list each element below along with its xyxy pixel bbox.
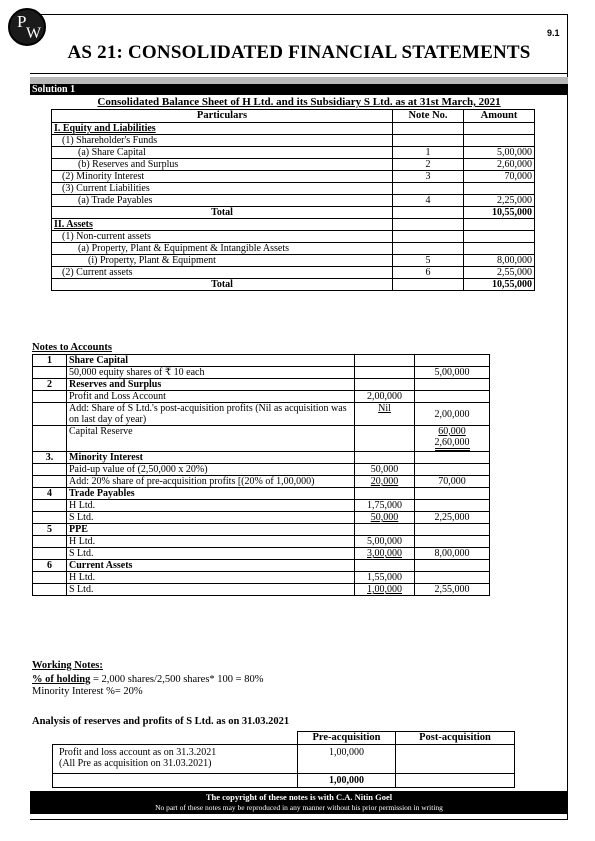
note-number: 5 [33, 524, 67, 536]
note-amount [355, 379, 415, 391]
table-row [33, 572, 490, 584]
note-total [415, 536, 490, 548]
row-note: 1 [393, 147, 464, 159]
table-row [33, 403, 490, 426]
note-total [415, 452, 490, 464]
note-title: Current Assets [67, 560, 355, 572]
row-amount [464, 123, 535, 135]
note-total [415, 488, 490, 500]
note-line: H Ltd. [67, 572, 355, 584]
row-amount: 8,00,000 [464, 255, 535, 267]
row-note: 6 [393, 267, 464, 279]
row-note: 5 [393, 255, 464, 267]
row-amount [464, 135, 535, 147]
row-label: (a) Trade Payables [52, 195, 393, 207]
row-label: (a) Share Capital [52, 147, 393, 159]
header-note-no: Note No. [393, 110, 464, 123]
note-number [33, 476, 67, 488]
row-note [393, 231, 464, 243]
table-row [33, 512, 490, 524]
note-number [33, 391, 67, 403]
row-label: Total [52, 207, 393, 219]
pw-logo-icon [8, 8, 46, 46]
table-row [33, 500, 490, 512]
row-amount: 10,55,000 [464, 279, 535, 291]
row-amount: 5,00,000 [464, 147, 535, 159]
note-title: Minority Interest [67, 452, 355, 464]
note-amount: 1,00,000 [355, 584, 415, 596]
note-title: PPE [67, 524, 355, 536]
row-label: (1) Non-current assets [52, 231, 393, 243]
note-line: H Ltd. [67, 536, 355, 548]
header-post-acquisition: Post-acquisition [396, 732, 515, 745]
note-number [33, 464, 67, 476]
copyright-footer [30, 791, 568, 814]
note-amount: 5,00,000 [355, 536, 415, 548]
table-row [33, 464, 490, 476]
row-note: 4 [393, 195, 464, 207]
note-amount [355, 524, 415, 536]
notes-table [32, 354, 490, 596]
table-row [33, 355, 490, 367]
table-row-total [52, 279, 535, 291]
table-row [52, 219, 535, 231]
note-number [33, 584, 67, 596]
note-amount: 1,55,000 [355, 572, 415, 584]
analysis-table [52, 731, 515, 788]
row-note: 2 [393, 159, 464, 171]
note-total: 5,00,000 [415, 367, 490, 379]
working-notes-heading: Working Notes: [32, 660, 103, 671]
analysis-total-pre: 1,00,000 [298, 774, 396, 788]
note-amount: 2,00,000 [355, 391, 415, 403]
row-note [393, 123, 464, 135]
row-label: II. Assets [52, 219, 393, 231]
note-total [415, 426, 490, 452]
note-line: Profit and Loss Account [67, 391, 355, 403]
note-total [415, 355, 490, 367]
row-amount [464, 243, 535, 255]
analysis-line-1: Profit and loss account as on 31.3.2021 [59, 747, 217, 758]
note-number [33, 512, 67, 524]
note-total [415, 500, 490, 512]
row-label: Total [52, 279, 393, 291]
note-number: 3. [33, 452, 67, 464]
table-row [33, 560, 490, 572]
note-line: S Ltd. [67, 548, 355, 560]
table-row [33, 452, 490, 464]
page-number: 9.1 [547, 28, 560, 38]
table-row [33, 548, 490, 560]
table-row-total [52, 207, 535, 219]
copyright-line-1: The copyright of these notes is with C.A. Nitin Goel [205, 792, 393, 802]
row-label: (i) Property, Plant & Equipment [52, 255, 393, 267]
analysis-row-label [53, 745, 298, 774]
note-number [33, 426, 67, 452]
note-line: S Ltd. [67, 584, 355, 596]
balance-sheet-table [51, 109, 535, 291]
row-note [393, 135, 464, 147]
logo-letter-p: P [17, 12, 27, 31]
balance-sheet-heading: Consolidated Balance Sheet of H Ltd. and its Subsidiary S Ltd. as at 31st March, 2021 [97, 96, 501, 108]
note-amount [355, 488, 415, 500]
note-amount: 50,000 [355, 512, 415, 524]
table-row [53, 745, 515, 774]
solution-label: Solution 1 [30, 84, 568, 95]
table-row [33, 367, 490, 379]
table-row [33, 524, 490, 536]
table-header-row [53, 732, 515, 745]
table-row [52, 195, 535, 207]
note-line: H Ltd. [67, 500, 355, 512]
logo-letter-w: W [26, 25, 42, 42]
note-title: Trade Payables [67, 488, 355, 500]
note-total: 2,00,000 [415, 403, 490, 426]
table-row [33, 426, 490, 452]
table-row [52, 147, 535, 159]
row-note: 3 [393, 171, 464, 183]
row-amount [464, 183, 535, 195]
table-row [33, 391, 490, 403]
note-total [415, 572, 490, 584]
table-row [52, 183, 535, 195]
table-header-row [52, 110, 535, 123]
row-note [393, 183, 464, 195]
row-note [393, 243, 464, 255]
analysis-line-2: (All Pre as acquisition on 31.03.2021) [59, 758, 212, 769]
analysis-total-post [396, 774, 515, 788]
note-total [415, 464, 490, 476]
note-amount: 1,75,000 [355, 500, 415, 512]
note-title: Share Capital [67, 355, 355, 367]
reserves-total: 2,60,000 [435, 438, 470, 451]
gray-band [30, 77, 568, 84]
table-row [52, 159, 535, 171]
copyright-line-2: No part of these notes may be reproduced in any manner without his prior permission in writing [155, 803, 443, 812]
note-line: S Ltd. [67, 512, 355, 524]
table-row [52, 231, 535, 243]
table-row [52, 135, 535, 147]
note-total: 8,00,000 [415, 548, 490, 560]
capital-reserve-amount: 60,000 [438, 426, 466, 437]
table-row [33, 584, 490, 596]
note-amount [355, 560, 415, 572]
row-amount: 10,55,000 [464, 207, 535, 219]
analysis-total-label [53, 774, 298, 788]
holding-text: = 2,000 shares/2,500 shares* 100 = 80% [90, 674, 264, 685]
note-amount [355, 355, 415, 367]
row-amount: 2,25,000 [464, 195, 535, 207]
row-note [393, 279, 464, 291]
table-row [33, 476, 490, 488]
note-total: 2,55,000 [415, 584, 490, 596]
note-amount [355, 452, 415, 464]
row-label: (b) Reserves and Surplus [52, 159, 393, 171]
note-amount: 50,000 [355, 464, 415, 476]
note-number [33, 572, 67, 584]
page-title: AS 21: CONSOLIDATED FINANCIAL STATEMENTS [67, 42, 531, 63]
table-row [52, 255, 535, 267]
header-particulars: Particulars [52, 110, 393, 123]
note-line: Capital Reserve [67, 426, 355, 452]
note-line: Add: 20% share of pre-acquisition profits [(20% of 1,00,000) [67, 476, 355, 488]
row-amount [464, 231, 535, 243]
title-rule [30, 73, 568, 74]
note-line: 50,000 equity shares of ₹ 10 each [67, 367, 355, 379]
row-label: (1) Shareholder's Funds [52, 135, 393, 147]
note-amount: 20,000 [355, 476, 415, 488]
top-rule [30, 14, 568, 15]
row-note [393, 219, 464, 231]
note-total [415, 524, 490, 536]
note-total [415, 391, 490, 403]
row-label: (3) Current Liabilities [52, 183, 393, 195]
note-number: 4 [33, 488, 67, 500]
note-total [415, 560, 490, 572]
row-amount [464, 219, 535, 231]
note-amount: Nil [355, 403, 415, 426]
table-row [52, 123, 535, 135]
header-amount: Amount [464, 110, 535, 123]
note-total: 2,25,000 [415, 512, 490, 524]
note-title: Reserves and Surplus [67, 379, 355, 391]
header-pre-acquisition: Pre-acquisition [298, 732, 396, 745]
table-row [52, 243, 535, 255]
row-label: (2) Current assets [52, 267, 393, 279]
analysis-pre-value: 1,00,000 [298, 745, 396, 774]
minority-line: Minority Interest %= 20% [32, 686, 143, 697]
note-line: Add: Share of S Ltd.'s post-acquisition profits (Nil as acquisition was on last day of year) [67, 403, 355, 426]
analysis-heading: Analysis of reserves and profits of S Ltd. as on 31.03.2021 [32, 716, 290, 727]
note-number [33, 536, 67, 548]
table-row [33, 536, 490, 548]
table-row [52, 267, 535, 279]
header-blank [53, 732, 298, 745]
row-label: (a) Property, Plant & Equipment & Intangible Assets [52, 243, 393, 255]
row-label: (2) Minority Interest [52, 171, 393, 183]
note-number [33, 500, 67, 512]
holding-line [32, 674, 263, 685]
row-amount: 2,55,000 [464, 267, 535, 279]
table-row [33, 488, 490, 500]
row-amount: 2,60,000 [464, 159, 535, 171]
note-total: 70,000 [415, 476, 490, 488]
table-row [52, 171, 535, 183]
note-number [33, 548, 67, 560]
note-total [415, 379, 490, 391]
row-amount: 70,000 [464, 171, 535, 183]
note-amount [355, 367, 415, 379]
note-amount [355, 426, 415, 452]
note-number: 6 [33, 560, 67, 572]
row-note [393, 207, 464, 219]
row-label: I. Equity and Liabilities [52, 123, 393, 135]
note-number: 1 [33, 355, 67, 367]
note-number [33, 367, 67, 379]
note-amount: 3,00,000 [355, 548, 415, 560]
note-number: 2 [33, 379, 67, 391]
holding-label: % of holding [32, 674, 91, 685]
note-line: Paid-up value of (2,50,000 x 20%) [67, 464, 355, 476]
analysis-post-value [396, 745, 515, 774]
notes-heading: Notes to Accounts [32, 342, 112, 353]
table-row [33, 379, 490, 391]
note-number [33, 403, 67, 426]
table-row-total [53, 774, 515, 788]
